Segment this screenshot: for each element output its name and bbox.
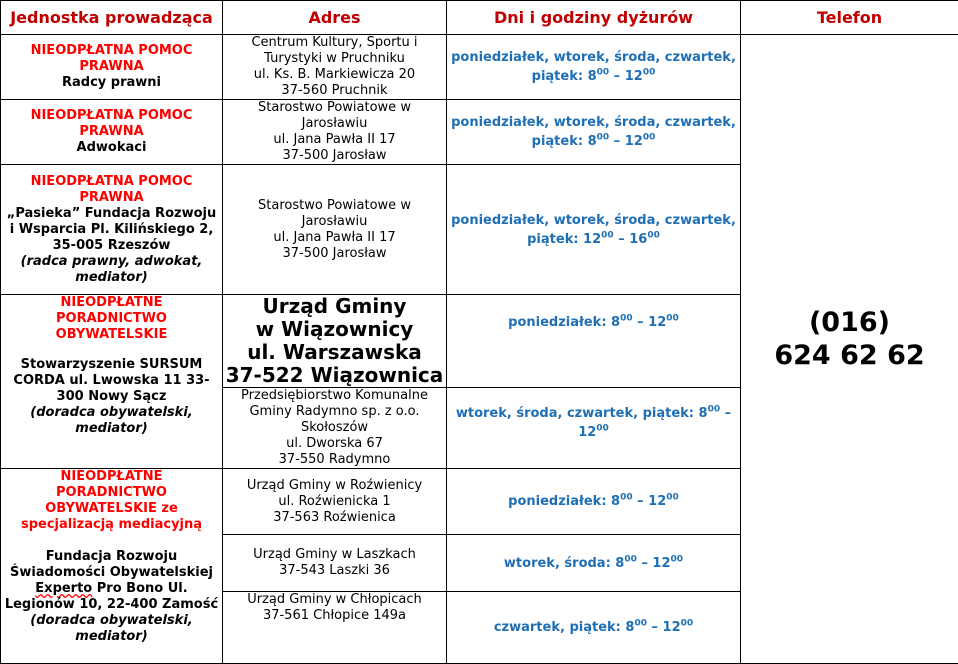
address-cell (223, 165, 447, 295)
unit-name: Adwokaci (76, 140, 147, 155)
hours-cell (447, 592, 741, 664)
hours-days: wtorek, środa: 8 (503, 555, 625, 571)
hours-from-minutes: 00 (596, 132, 610, 143)
phone-number: 624 62 62 (774, 340, 925, 371)
hours-to: – 12 (632, 494, 667, 509)
address-line: w Wiązownicy (255, 317, 414, 341)
address-line: Starostwo Powiatowe w Jarosławiu (258, 100, 411, 131)
hours-days: poniedziałek: 8 (508, 494, 621, 509)
address-line: 37-543 Laszki 36 (279, 563, 390, 578)
address-line: Urząd Gminy (262, 294, 407, 318)
address-cell (223, 295, 447, 388)
address-line: Przedsiębiorstwo Komunalne Gminy Radymno sp. z o.o. Skołoszów (241, 388, 428, 435)
unit-type: NIEODPŁATNE PORADNICTWO OBYWATELSKIE ze specjalizacją mediacyjną (20, 469, 203, 532)
address-line: ul. Dworska 67 (286, 436, 383, 451)
hours-cell (447, 100, 741, 165)
address-line: Urząd Gminy w Laszkach (253, 547, 416, 562)
address-cell (223, 100, 447, 165)
address-line: Centrum Kultury, Sportu i Turystyki w Pruchniku (251, 35, 418, 66)
unit-name: Fundacja Rozwoju Świadomości Obywatelskiej (10, 549, 213, 580)
hours-from-minutes: 00 (620, 492, 633, 503)
hours-days: poniedziałek, wtorek, środa, czwartek, piątek: 12 (451, 212, 736, 247)
unit-name: „Pasieka” Fundacja Rozwoju i Wsparcia Pl. Kilińskiego 2, 35-005 Rzeszów (6, 205, 217, 253)
unit-name: Stowarzyszenie SURSUM CORDA ul. Lwowska 11 33-300 Nowy Sącz (13, 357, 210, 404)
hours-from-minutes: 00 (601, 230, 614, 241)
unit-name-rest: Pro Bono Ul. Legionów 10, 22-400 Zamość (4, 581, 219, 612)
header-unit: Jednostka prowadząca (1, 1, 223, 35)
hours-to-minutes: 00 (642, 132, 656, 143)
address-line: 37-561 Chłopice 149a (262, 608, 407, 623)
hours-to-minutes: 00 (596, 423, 609, 434)
address-line: 37-500 Jarosław (282, 245, 387, 261)
hours-from-minutes: 00 (620, 313, 633, 324)
hours-to: – 16 (613, 231, 648, 247)
hours-days: wtorek, środa, czwartek, piątek: 8 (455, 406, 708, 421)
table-row (1, 35, 958, 100)
address-cell (223, 535, 447, 592)
hours-cell (447, 388, 741, 469)
hours-to: – 12 (609, 134, 643, 149)
hours-to-minutes: 00 (666, 313, 679, 324)
hours-to-minutes: 00 (670, 554, 684, 565)
hours-cell (447, 295, 741, 388)
address-line: ul. Roźwienicka 1 (278, 493, 391, 509)
address-line: 37-560 Pruchnik (281, 83, 388, 98)
hours-cell (447, 165, 741, 295)
hours-from-minutes: 00 (624, 554, 637, 565)
unit-cell (1, 295, 223, 469)
hours-to-minutes: 00 (642, 67, 656, 78)
address-line: ul. Jana Pawła II 17 (273, 229, 396, 245)
address-line: ul. Ks. B. Markiewicza 20 (253, 67, 416, 82)
hours-from-minutes: 00 (707, 404, 721, 415)
header-row (1, 1, 958, 35)
address-line: Starostwo Powiatowe w Jarosławiu (258, 197, 411, 229)
unit-type: NIEODPŁATNE PORADNICTWO OBYWATELSKIE (55, 295, 168, 342)
hours-to: – 12 (609, 69, 643, 84)
address-line: 37-550 Radymno (278, 452, 391, 467)
address-line: 37-563 Roźwienica (273, 509, 396, 525)
hours-cell (447, 35, 741, 100)
unit-name: Radcy prawni (61, 75, 161, 90)
unit-roles: (radca prawny, adwokat, mediator) (20, 253, 203, 285)
hours-from-minutes: 00 (596, 67, 610, 78)
hours-to-minutes: 00 (647, 230, 660, 241)
unit-cell (1, 469, 223, 664)
address-line: Urząd Gminy w Roźwienicy (246, 477, 423, 493)
hours-to: – 12 (578, 406, 732, 440)
hours-days: czwartek, piątek: 8 (493, 620, 635, 635)
hours-to-minutes: 00 (680, 618, 694, 629)
hours-to: – 12 (636, 555, 671, 571)
unit-type: NIEODPŁATNA POMOC PRAWNA (30, 108, 193, 139)
address-cell (223, 35, 447, 100)
address-cell (223, 469, 447, 535)
hours-to: – 12 (646, 620, 681, 635)
address-line: 37-522 Wiązownica (225, 363, 444, 387)
header-phone: Telefon (741, 1, 958, 35)
unit-type: NIEODPŁATNA POMOC PRAWNA (30, 173, 193, 205)
unit-roles: (doradca obywatelski, mediator) (30, 405, 193, 436)
hours-cell (447, 469, 741, 535)
unit-name-underlined: Experto (35, 581, 93, 596)
unit-cell (1, 35, 223, 100)
phone-cell (741, 35, 958, 664)
phone-area-code: (016) (808, 307, 891, 338)
hours-days: poniedziałek, wtorek, środa, czwartek, piątek: 8 (451, 115, 736, 149)
hours-from-minutes: 00 (634, 618, 647, 629)
address-line: ul. Warszawska (247, 340, 422, 364)
address-cell (223, 388, 447, 469)
hours-days: poniedziałek: 8 (508, 315, 621, 330)
header-hours: Dni i godziny dyżurów (447, 1, 741, 35)
unit-type: NIEODPŁATNA POMOC PRAWNA (30, 43, 193, 74)
hours-to-minutes: 00 (666, 492, 679, 503)
unit-roles: (doradca obywatelski, mediator) (30, 613, 193, 644)
unit-cell (1, 165, 223, 295)
hours-to: – 12 (632, 315, 667, 330)
unit-cell (1, 100, 223, 165)
address-cell (223, 592, 447, 664)
header-address: Adres (223, 1, 447, 35)
address-line: ul. Jana Pawła II 17 (273, 132, 396, 147)
hours-cell (447, 535, 741, 592)
hours-days: poniedziałek, wtorek, środa, czwartek, piątek: 8 (451, 50, 736, 84)
address-line: Urząd Gminy w Chłopicach (247, 592, 422, 607)
address-line: 37-500 Jarosław (282, 148, 387, 163)
